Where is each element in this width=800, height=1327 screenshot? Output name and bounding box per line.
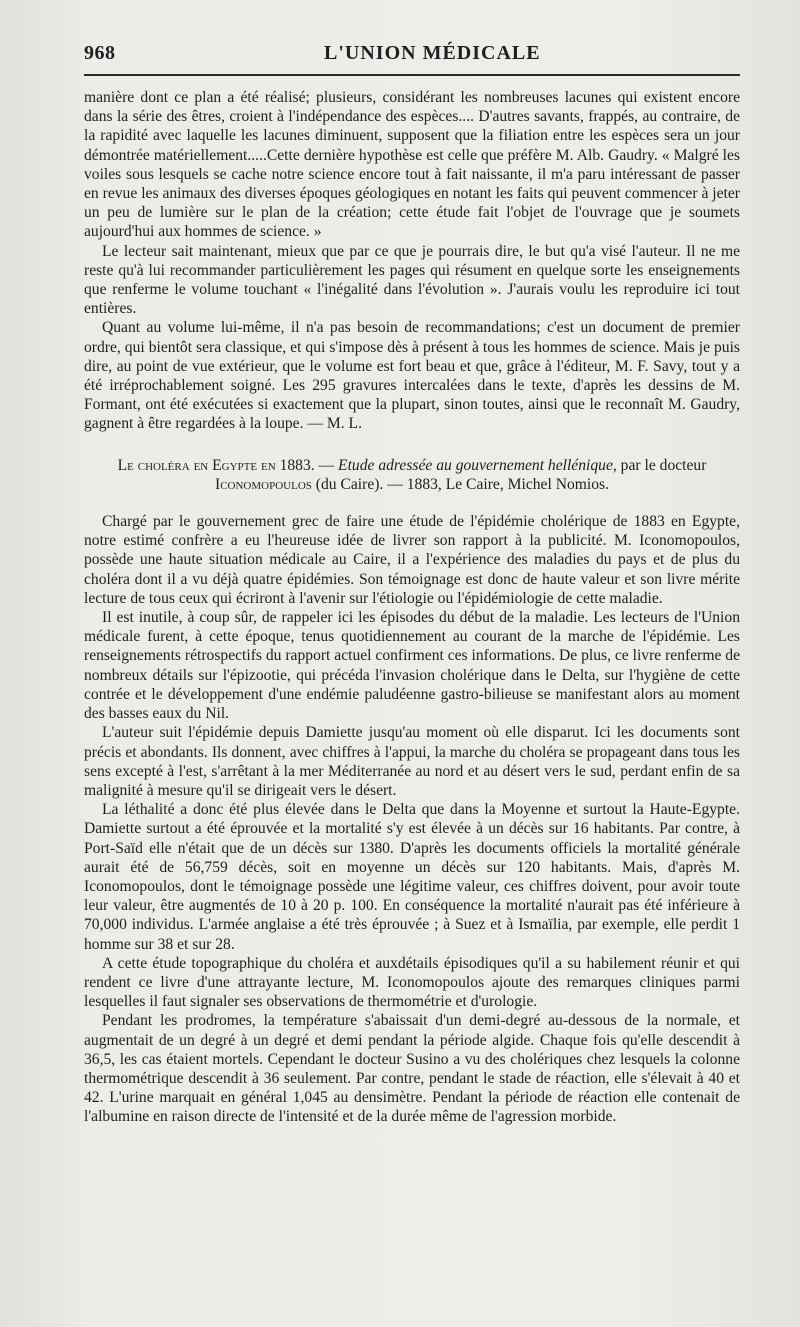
paragraph: La léthalité a donc été plus élevée dans le Delta que dans la Moyenne et surtout la Haute-Egypte. Damiette surtout a été éprouvée et la mortalité s'y est élevée à un décès sur 16 habitants. Par contre, à Port-Saïd elle n'était que de un décès sur 1380. D'après les documents officiels la mortalité générale aurait été de 56,759 décès, soit en moyenne un décès sur 120 habitants. Mais, d'après M. Iconomopoulos, dont le témoignage possède une légitime valeur, ces chiffres doivent, pour avoir toute leur valeur, être augmentés de 10 à 20 p. 100. En conséquence la mortalité n'aurait pas été inférieure à 70,000 individus. L'armée anglaise a été très éprouvée ; à Suez et à Ismaïlia, par exemple, elle perdit 1 homme sur 38 et sur 28. [84,801,740,953]
review-heading-author: Iconomopoulos [215,475,312,493]
paragraph: Chargé par le gouvernement grec de faire une étude de l'épidémie cholérique de 1883 en Egypte, notre estimé confrère a eu l'heureuse idée de livrer son rapport à la publicité. M. Iconomopoulos, possède une haute situation médicale au Caire, il a l'expérience des maladies du pays et de plus du choléra dont il a vu déjà quatre épidémies. Son témoignage est donc de haute valeur et son livre mérite lecture de tous ceux qui écriront à l'avenir sur l'étiologie ou l'épidémiologie de cette maladie. [84,513,740,607]
paragraph: Il est inutile, à coup sûr, de rappeler ici les épisodes du début de la maladie. Les lecteurs de l'Union médicale furent, à cette époque, tenus quotidiennement au courant de la marche de l'épidémie. Les renseignements rétrospectifs du rapport actuel confirment ces informations. De plus, ce livre renferme de nombreux détails sur l'épizootie, qui précéda l'invasion cholérique dans le Delta, sur l'hygiène de cette contrée et le développement d'une endémie paludéenne gastro-bilieuse se manifestant alors au moment des basses eaux du Nil. [84,609,740,723]
first-review-continuation [84,88,740,434]
paragraph: Le lecteur sait maintenant, mieux que par ce que je pourrais dire, le but qu'a visé l'auteur. Il ne me reste qu'à lui recommander particulièrement les pages qui résument en quelque sorte les enseignements que renferme le volume touchant « l'inégalité dans l'évolution ». J'aurais voulu les reproduire ici tout entières. [84,242,740,318]
page-header [84,32,740,72]
review-heading-publisher: (du Caire). — 1883, Le Caire, Michel Nomios. [311,475,609,493]
paragraph: A cette étude topographique du choléra et auxdétails épisodiques qu'il a su habilement réunir et qui rendent ce livre d'une attrayante lecture, M. Iconomopoulos ajoute des remarques cliniques parmi lesquelles il faut signaler ses observations de thermométrie et d'urologie. [84,954,740,1011]
page-number: 968 [84,42,116,64]
paragraph: L'auteur suit l'épidémie depuis Damiette jusqu'au moment où elle disparut. Ici les documents sont précis et abondants. Ils donnent, avec chiffres à l'appui, la marche du choléra se propageant dans tous les sens excepté à l'est, s'arrêtant à la mer Méditerranée au nord et au désert vers le sud, perdant enfin de sa malignité à mesure qu'il se dirigeait vers le désert. [84,724,740,799]
review-heading-by: par le docteur [616,456,707,474]
second-review-body [84,512,740,1127]
running-title: L'UNION MÉDICALE [324,42,541,64]
paragraph: Pendant les prodromes, la température s'abaissait d'un demi-degré au-dessous de la normale, et augmentait de un degré à un degré et demi pendant la période algide. Chaque fois qu'elle descendit à 36,5, les cas étaient mortels. Cependant le docteur Susino a vu des cholériques chez lesquels la colonne thermométrique descendit à 36 seulement. Par contre, pendant le stade de réaction, elle s'élevait à 40 et 42. L'urine marquait en général 1,045 au densimètre. Pendant la période de réaction elle contenait de l'albumine en raison directe de l'intensité et de la durée même de l'agression morbide. [84,1012,740,1126]
header-rule [84,74,740,76]
paragraph: manière dont ce plan a été réalisé; plusieurs, considérant les nombreuses lacunes qui existent encore dans la série des êtres, croient à l'indépendance des espèces.... D'autres savants, frappés, au contraire, de la rapidité avec laquelle les lacunes diminuent, supposent que la filiation entre les espèces sera un jour démontrée matériellement.....Cette dernière hypothèse est celle que préfère M. Alb. Gaudry. « Malgré les voiles sous lesquels se cache notre science encore tout à fait naissante, il m'a paru intéressant de passer en revue les animaux des diverses époques géologiques en notant les faits qui peuvent commencer à jeter un peu de lumière sur le plan de la création; cette étude fait l'objet de l'ouvrage que je soumets aujourd'hui aux hommes de science. » [84,89,740,241]
review-heading-dash: — [314,456,339,474]
review-heading-subtitle: Etude adressée au gouvernement hellénique, [338,456,617,474]
text-column [84,88,740,1127]
review-heading-title: Le choléra en Egypte en 1883. [117,456,315,474]
paragraph: Quant au volume lui-même, il n'a pas besoin de recommandations; c'est un document de premier ordre, qui bientôt sera classique, et qui s'impose dès à présent à tous les hommes de science. Mais je puis dire, au point de vue extérieur, que le volume est fort beau et que, grâce à l'éditeur, M. F. Savy, tout y a été irréprochablement soigné. Les 295 gravures intercalées dans le texte, d'après les dessins de M. Formant, ont été exécutées si exactement que la plupart, sinon toutes, ainsi que le reconnaît M. Gaudry, gagnent à être regardées à la loupe. — M. L. [84,319,740,433]
review-heading [84,456,740,494]
